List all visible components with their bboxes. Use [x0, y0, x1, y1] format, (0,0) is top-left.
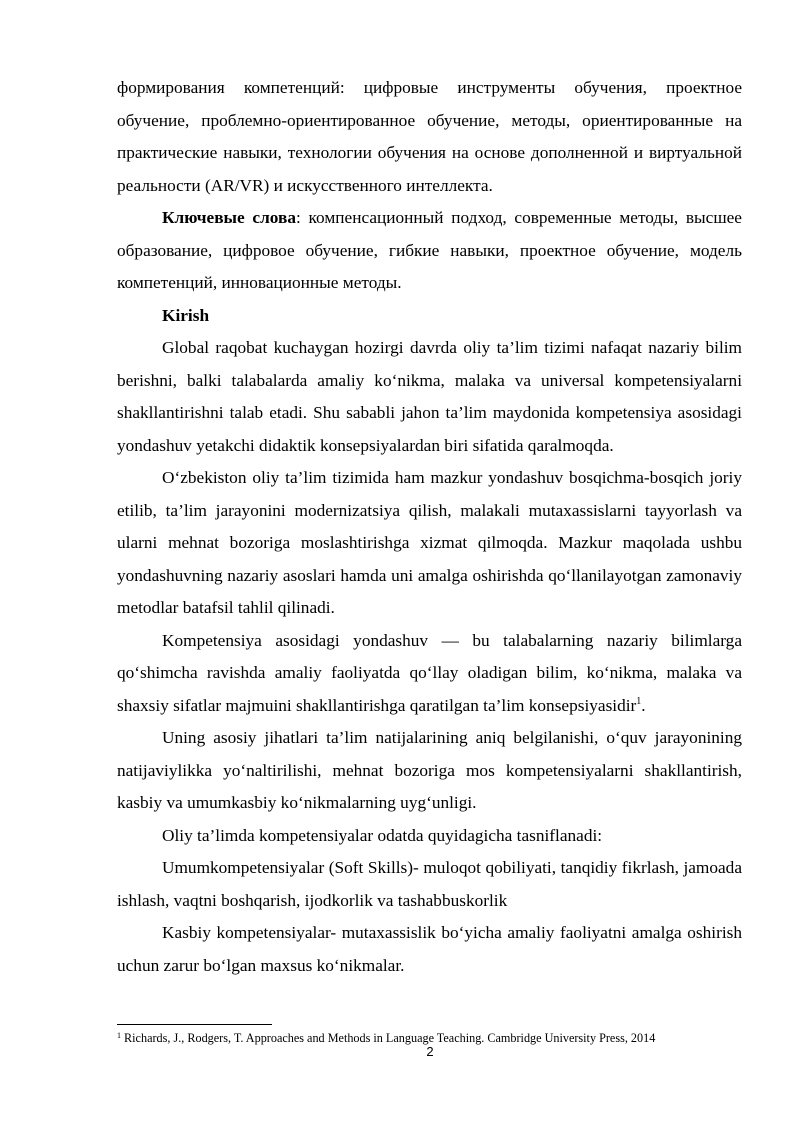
keywords-text: : компенсационный подход, современные методы, высшее образование, цифровое обучение, гибкие навыки, проектное обучение, модель компетенций, инновационные методы. — [117, 208, 742, 292]
body-text — [117, 72, 742, 982]
paragraph-7: Umumkompetensiyalar (Soft Skills)- muloqot qobiliyati, tanqidiy fikrlash, jamoada ishlash, vaqtni boshqarish, ijodkorlik va tashabbuskorlik — [117, 858, 742, 910]
footnote-marker: 1 — [117, 1031, 121, 1040]
page-number: 2 — [426, 1044, 434, 1059]
paragraph-4 — [117, 625, 742, 723]
paragraph-8: Kasbiy kompetensiyalar- mutaxassislik bo‘yicha amaliy faoliyatni amalga oshirish uchun zarur bo‘lgan maxsus ko‘nikmalar. — [117, 923, 742, 975]
footnote-text: Richards, J., Rodgers, T. Approaches and Methods in Language Teaching. Cambridge University Press, 2014 — [121, 1031, 656, 1045]
paragraph-4-text: Kompetensiya asosidagi yondashuv — bu talabalarning nazariy bilimlarga qo‘shimcha ravishda amaliy faoliyatda qo‘llay oladigan bilim, ko‘nikma, malaka va shaxsiy sifatlar majmuini shakllantirishga qaratilgan ta’lim konsepsiyasidir — [117, 630, 742, 715]
footnote-reference[interactable]: 1 — [636, 695, 642, 707]
paragraph-6: Oliy ta’limda kompetensiyalar odatda quyidagicha tasniflanadi: — [162, 825, 603, 845]
section-heading-kirish: Kirish — [162, 305, 210, 325]
paragraph-2: Global raqobat kuchaygan hozirgi davrda oliy ta’lim tizimi nafaqat nazariy bilim berishni, balki talabalarda amaliy ko‘nikma, malaka va universal kompetensiyalarni shakllantirishni talab etadi. Shu sababli jahon ta’lim maydonida kompetensiya asosidagi yondashuv yetakchi didaktik konsepsiyalardan biri sifatida qaralmoqda. — [117, 338, 742, 455]
paragraph-3: O‘zbekiston oliy ta’lim tizimida ham mazkur yondashuv bosqichma-bosqich joriy etilib, ta’lim jarayonini modernizatsiya qilish, malakali mutaxassislarni tayyorlash va ularni mehnat bozoriga moslashtirishga xizmat qilmoqda. Mazkur maqolada ushbu yondashuvning nazariy asoslari hamda uni amalga oshirishda qo‘llanilayotgan zamonaviy metodlar batafsil tahlil qilinadi. — [117, 468, 742, 617]
footnote-separator — [117, 1024, 272, 1025]
paragraph-1: формирования компетенций: цифровые инструменты обучения, проектное обучение, проблемно-ориентированное обучение, методы, ориентированные на практические навыки, технологии обучения на основе дополненной и виртуальной реальности (AR/VR) и искусственного интеллекта. — [117, 78, 742, 195]
keywords-label: Ключевые слова — [162, 208, 296, 227]
paragraph-4-end: . — [641, 695, 646, 715]
paragraph-5: Uning asosiy jihatlari ta’lim natijalarining aniq belgilanishi, o‘quv jarayonining natijaviylikka yo‘naltirilishi, mehnat bozoriga mos kompetensiyalarni shakllantirish, kasbiy va umumkasbiy ko‘nikmalarning uyg‘unligi. — [117, 728, 742, 812]
keywords-paragraph — [117, 202, 742, 300]
footnote — [117, 1031, 757, 1045]
